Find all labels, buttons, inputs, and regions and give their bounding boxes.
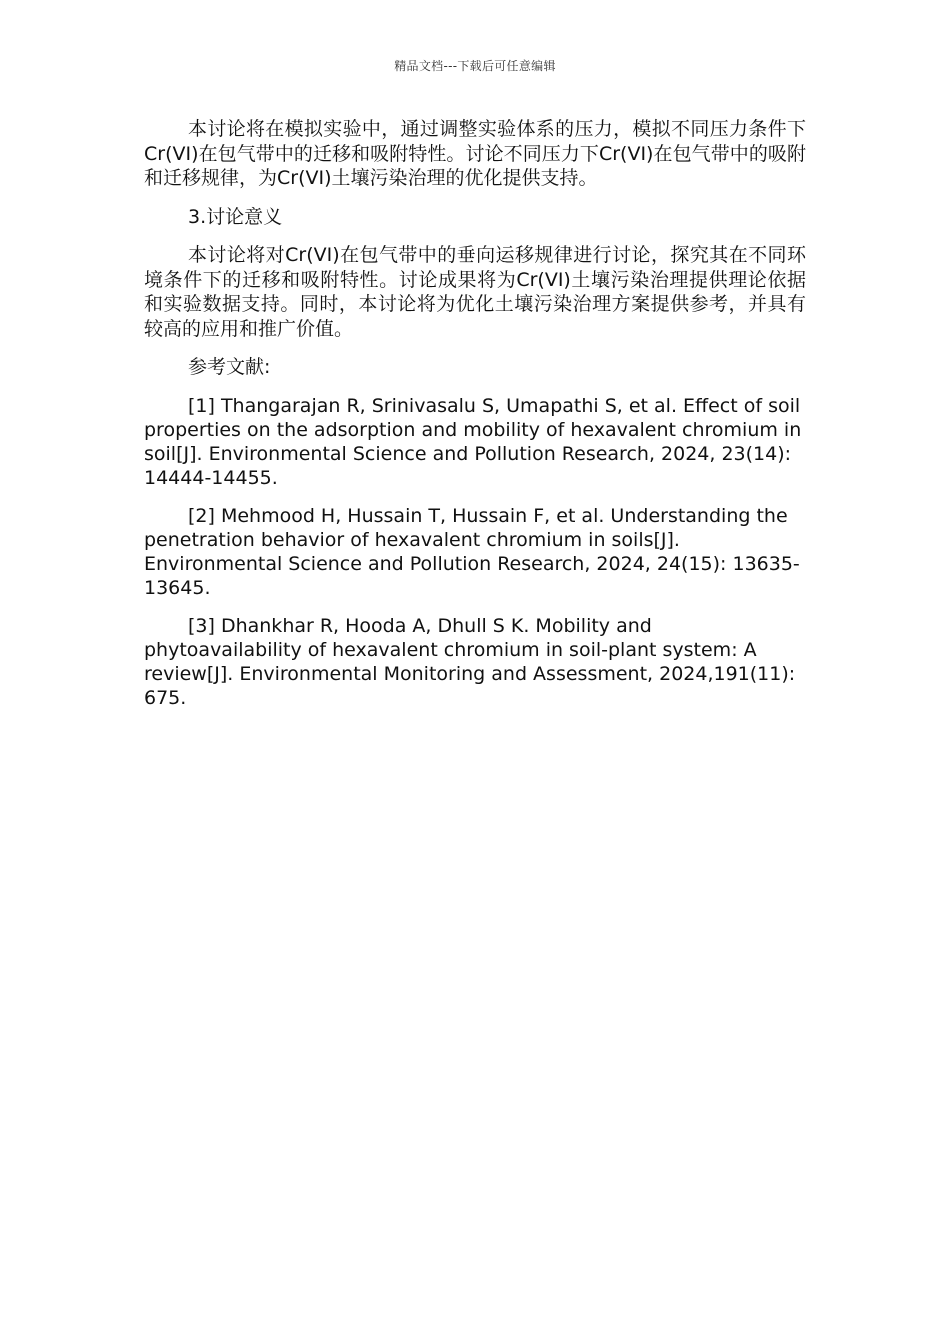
reference-item: [2] Mehmood H, Hussain T, Hussain F, et al. Understanding the penetration behavior of hexavalent chromium in soils[J]. Environmental Science and Pollution Research, 2024, 24(15): 13635-13645. xyxy=(144,504,800,599)
body-paragraph: 本讨论将在模拟实验中，通过调整实验体系的压力，模拟不同压力条件下Cr(VI)在包气带中的迁移和吸附特性。讨论不同压力下Cr(VI)在包气带中的吸附和迁移规律，为Cr(VI)土壤污染治理的优化提供支持。 xyxy=(144,118,806,189)
document-body xyxy=(144,117,806,724)
section-heading: 3.讨论意义 xyxy=(188,205,283,228)
section-paragraph: 本讨论将对Cr(VI)在包气带中的垂向运移规律进行讨论，探究其在不同环境条件下的迁移和吸附特性。讨论成果将为Cr(VI)土壤污染治理提供理论依据和实验数据支持。同时，本讨论将为优化土壤污染治理方案提供参考，并具有较高的应用和推广价值。 xyxy=(144,244,806,340)
reference-item: [3] Dhankhar R, Hooda A, Dhull S K. Mobility and phytoavailability of hexavalent chromium in soil-plant system: A review[J]. Environmental Monitoring and Assessment, 2024,191(11): 675. xyxy=(144,614,796,709)
reference-item: [1] Thangarajan R, Srinivasalu S, Umapathi S, et al. Effect of soil properties on the adsorption and mobility of hexavalent chromium in soil[J]. Environmental Science and Pollution Research, 2024, 23(14): 14444-14455. xyxy=(144,394,802,489)
page-header: 精品文档---下载后可任意编辑 xyxy=(394,59,556,73)
references-heading: 参考文献: xyxy=(188,356,271,378)
